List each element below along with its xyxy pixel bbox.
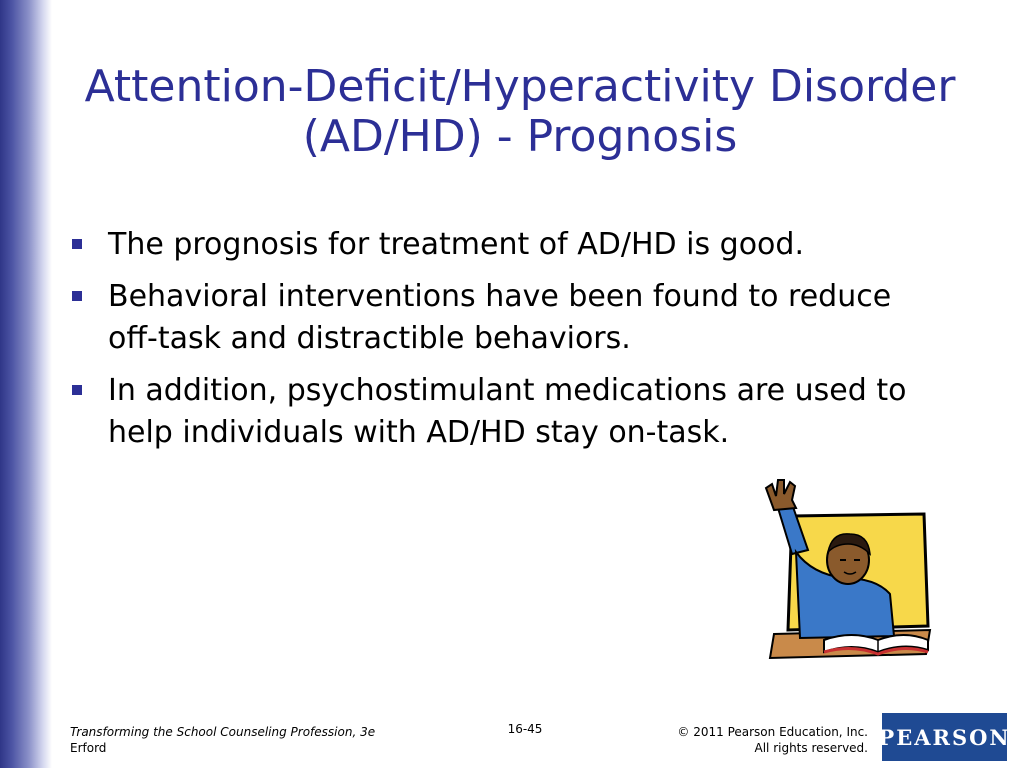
title-line-2: (AD/HD) - Prognosis xyxy=(302,111,738,162)
student-raising-hand-icon xyxy=(752,474,932,666)
slide-title xyxy=(80,62,960,162)
pearson-logo-text: PEARSON xyxy=(878,724,1011,750)
bullet-list xyxy=(70,224,990,464)
bullet-item-1 xyxy=(70,224,990,266)
square-bullet-icon xyxy=(72,385,82,395)
bullet-text-1: The prognosis for treatment of AD/HD is good. xyxy=(108,227,804,262)
pearson-logo xyxy=(878,713,1011,761)
square-bullet-icon xyxy=(72,291,82,301)
bullet-item-3 xyxy=(70,370,990,454)
copyright-line-2: All rights reserved. xyxy=(754,741,868,755)
side-gradient-bar xyxy=(0,0,52,768)
square-bullet-icon xyxy=(72,239,82,249)
footer-copyright xyxy=(677,724,868,756)
bullet-item-2 xyxy=(70,276,990,360)
slide-number: 16-45 xyxy=(507,722,543,736)
bullet-text-2a: Behavioral interventions have been found to reduce xyxy=(108,279,892,314)
bullet-text-2b: off-task and distractible behaviors. xyxy=(108,321,631,356)
copyright-line-1: © 2011 Pearson Education, Inc. xyxy=(677,725,868,739)
footer-book-title: Transforming the School Counseling Profession, 3e xyxy=(70,725,376,739)
bullet-text-3b: help individuals with AD/HD stay on-task. xyxy=(108,415,730,450)
footer-author: Erford xyxy=(70,741,107,755)
footer-book-info xyxy=(70,724,375,756)
bullet-text-3a: In addition, psychostimulant medications are used to xyxy=(108,373,907,408)
title-line-1: Attention-Deficit/Hyperactivity Disorder xyxy=(84,61,956,112)
